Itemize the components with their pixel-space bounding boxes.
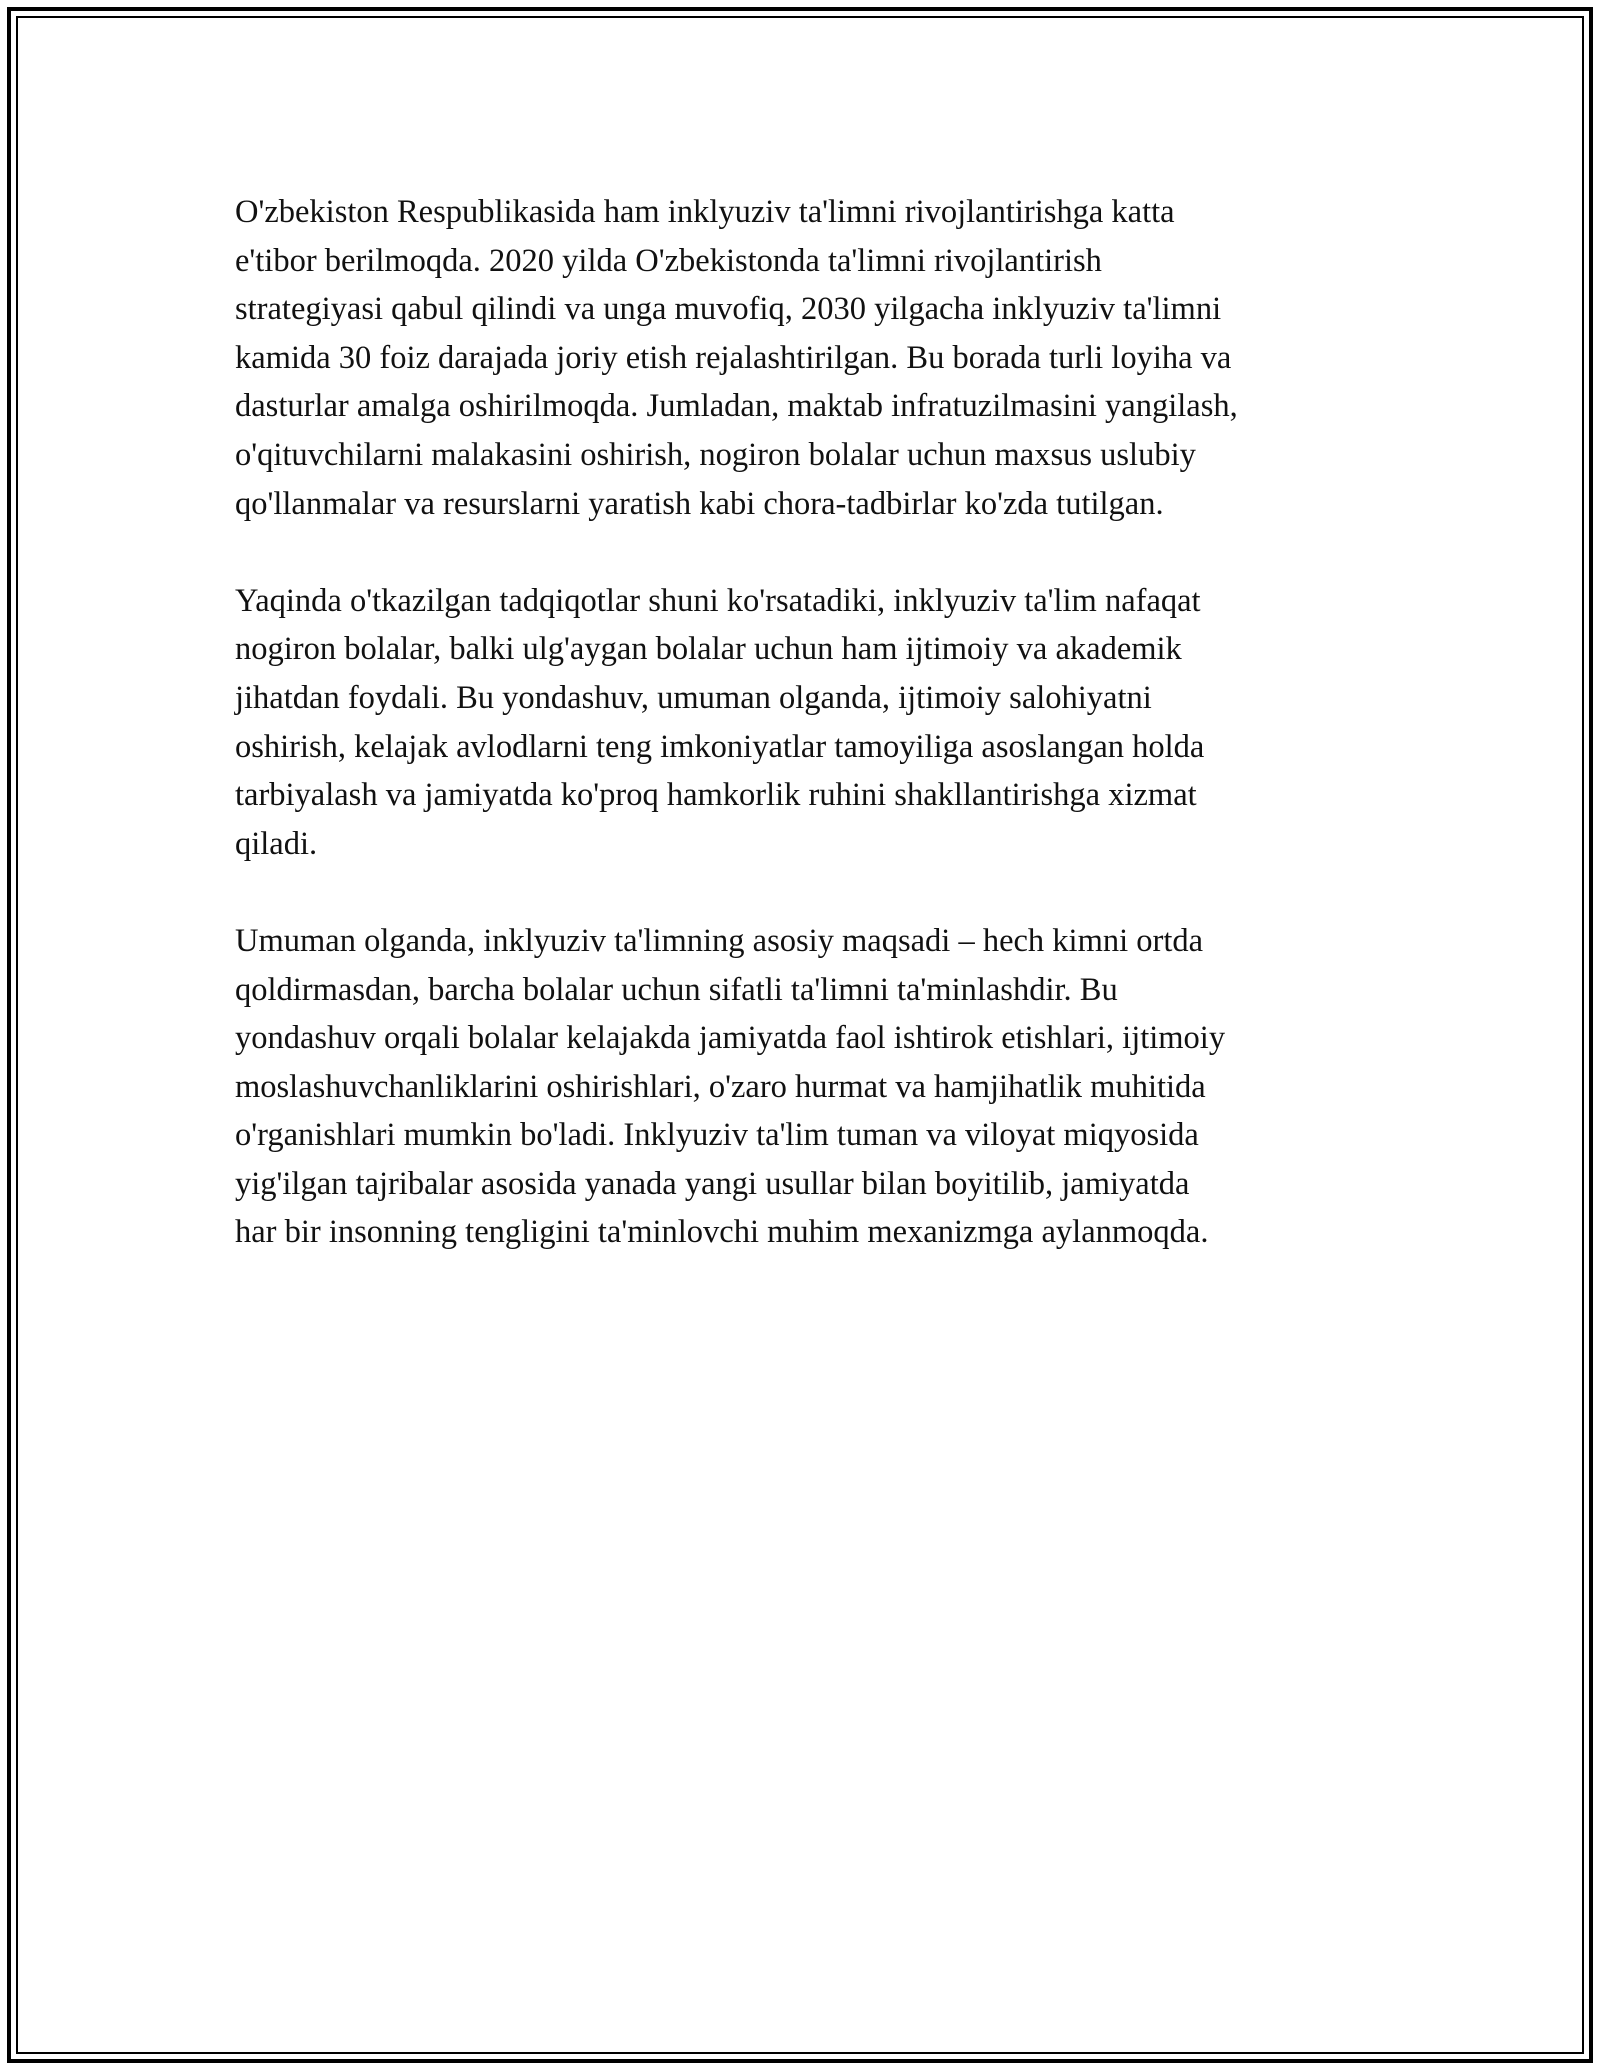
paragraph-1: O'zbekiston Respublikasida ham inklyuziv ta'limni rivojlantirishga katta e'tibor berilmoqda. 2020 yilda O'zbekistonda ta'limni rivojlantirish strategiyasi qabul qilindi va unga muvofiq, 2030 yilgacha inklyuziv ta'limni kamida 30 foiz darajada joriy etish rejalashtirilgan. Bu borada turli loyiha va dasturlar amalga oshirilmoqda. Jumladan, maktab infratuzilmasini yangilash, o'qituvchilarni malakasini oshirish, nogiron bolalar uchun maxsus uslubiy qo'llanmalar va resurslarni yaratish kabi chora-tadbirlar ko'zda tutilgan. (235, 194, 1238, 522)
document-body (235, 188, 1385, 1306)
paragraph-2: Yaqinda o'tkazilgan tadqiqotlar shuni ko'rsatadiki, inklyuziv ta'lim nafaqat nogiron bolalar, balki ulg'aygan bolalar uchun ham ijtimoiy va akademik jihatdan foydali. Bu yondashuv, umuman olganda, ijtimoiy salohiyatni oshirish, kelajak avlodlarni teng imkoniyatlar tamoyiliga asoslangan holda tarbiyalash va jamiyatda ko'proq hamkorlik ruhini shakllantirishga xizmat qiladi. (235, 582, 1205, 862)
paragraph-3: Umuman olganda, inklyuziv ta'limning asosiy maqsadi – hech kimni ortda qoldirmasdan, barcha bolalar uchun sifatli ta'limni ta'minlashdir. Bu yondashuv orqali bolalar kelajakda jamiyatda faol ishtirok etishlari, ijtimoiy moslashuvchanliklarini oshirishlari, o'zaro hurmat va hamjihatlik muhitida o'rganishlari mumkin bo'ladi. Inklyuziv ta'lim tuman va viloyat miqyosida yig'ilgan tajribalar asosida yanada yangi usullar bilan boyitilib, jamiyatda har bir insonning tengligini ta'minlovchi muhim mexanizmga aylanmoqda. (235, 922, 1226, 1251)
